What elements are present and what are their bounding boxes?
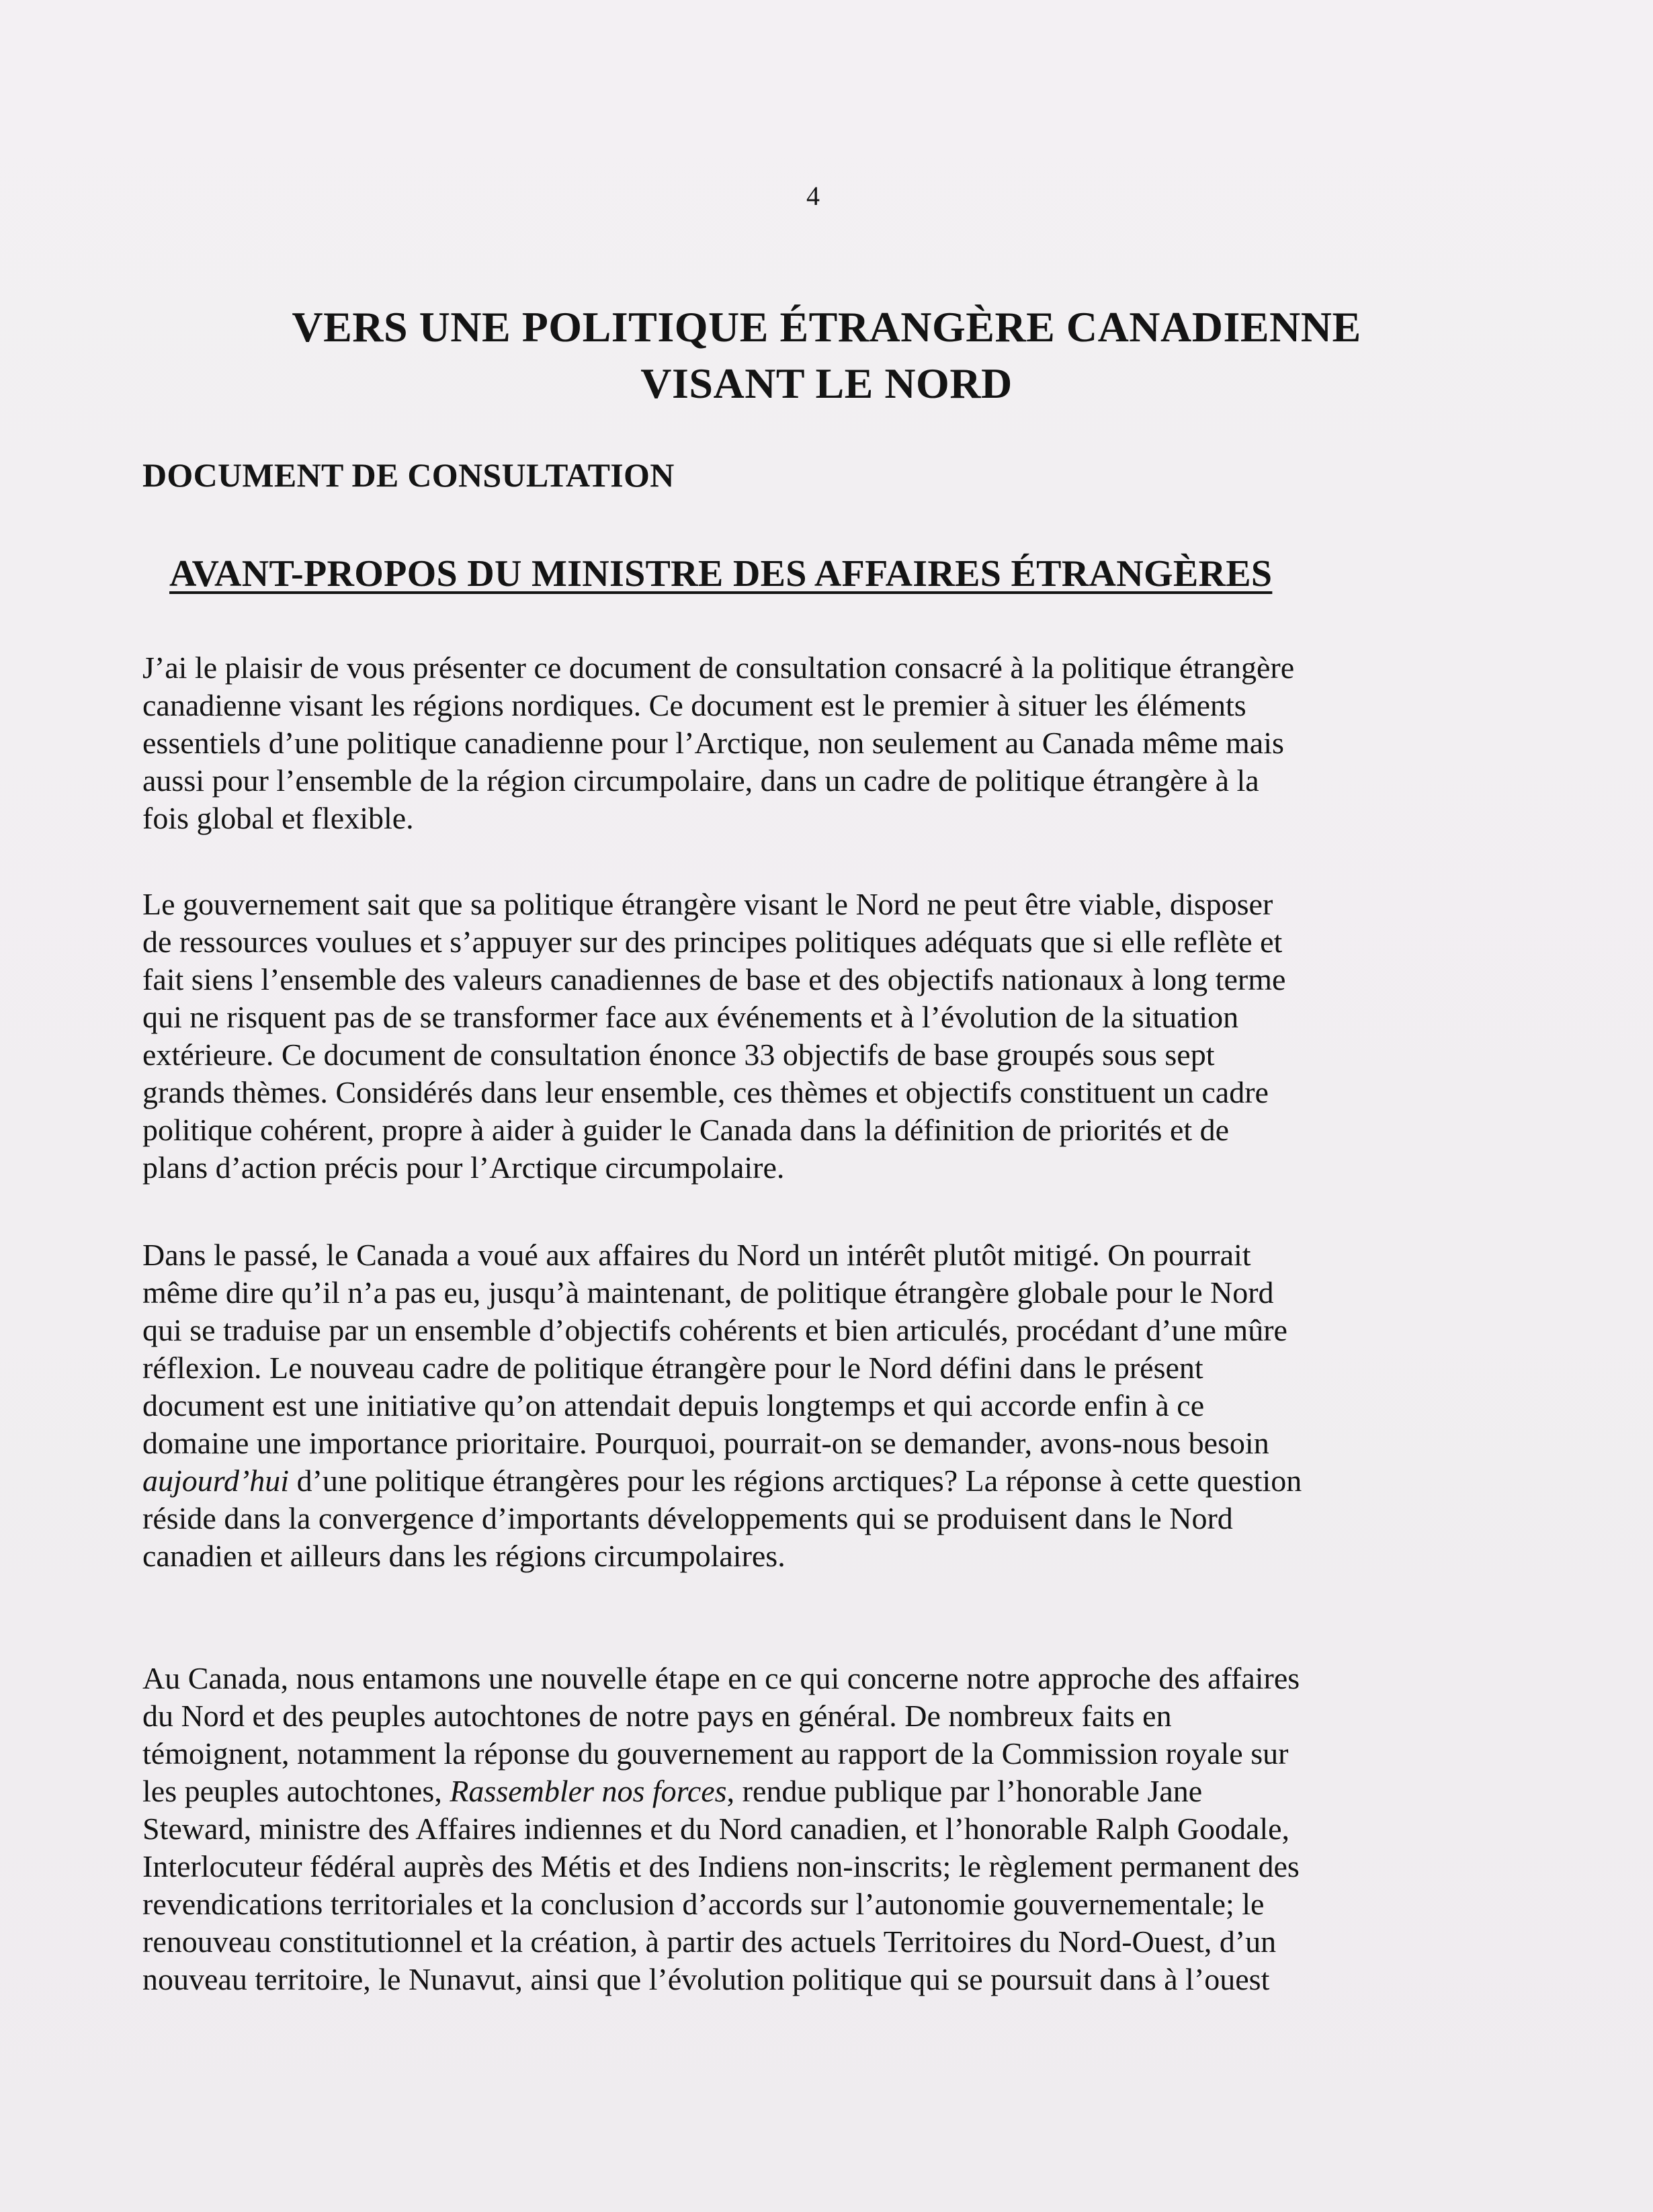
- text-line: qui ne risquent pas de se transformer face aux événements et à l’évolution de la situation: [142, 1000, 1239, 1034]
- text-line: essentiels d’une politique canadienne pour l’Arctique, non seulement au Canada même mais: [142, 726, 1284, 760]
- text-line: J’ai le plaisir de vous présenter ce document de consultation consacré à la politique étrangère: [142, 650, 1295, 685]
- text-line: document est une initiative qu’on attendait depuis longtemps et qui accorde enfin à ce: [142, 1388, 1205, 1422]
- paragraph-1: [142, 649, 1294, 837]
- text-line: réflexion. Le nouveau cadre de politique étrangère pour le Nord défini dans le présent: [142, 1351, 1203, 1385]
- paragraph-3: [142, 1236, 1302, 1575]
- paragraph-4: [142, 1660, 1300, 1998]
- title-line-2: VISANT LE NORD: [640, 359, 1013, 407]
- text-line: Dans le passé, le Canada a voué aux affaires du Nord un intérêt plutôt mitigé. On pourrait: [142, 1238, 1251, 1272]
- document-subtitle: DOCUMENT DE CONSULTATION: [142, 456, 675, 494]
- text-line: Le gouvernement sait que sa politique étrangère visant le Nord ne peut être viable, disposer: [142, 887, 1273, 921]
- text-line: nouveau territoire, le Nunavut, ainsi que l’évolution politique qui se poursuit dans à l’ouest: [142, 1962, 1270, 1996]
- italic-phrase: aujourd’hui: [142, 1463, 290, 1498]
- text-line: témoignent, notamment la réponse du gouvernement au rapport de la Commission royale sur: [142, 1736, 1289, 1771]
- text-line: extérieure. Ce document de consultation énonce 33 objectifs de base groupés sous sept: [142, 1037, 1215, 1072]
- text-line italic-start-line: aujourd’hui d’une politique étrangères pour les régions arctiques? La réponse à cette question: [142, 1463, 1302, 1498]
- text-line: politique cohérent, propre à aider à guider le Canada dans la définition de priorités et de: [142, 1113, 1230, 1147]
- paragraph-2: [142, 886, 1285, 1187]
- document-title: [202, 299, 1451, 412]
- text-line: fois global et flexible.: [142, 801, 414, 835]
- text-line: aussi pour l’ensemble de la région circumpolaire, dans un cadre de politique étrangère à la: [142, 763, 1259, 798]
- text-line: domaine une importance prioritaire. Pourquoi, pourrait-on se demander, avons-nous besoin: [142, 1426, 1269, 1460]
- text-line: qui se traduise par un ensemble d’objectifs cohérents et bien articulés, procédant d’une mûre: [142, 1313, 1287, 1347]
- text-line: grands thèmes. Considérés dans leur ensemble, ces thèmes et objectifs constituent un cadre: [142, 1075, 1269, 1109]
- text-line: Au Canada, nous entamons une nouvelle étape en ce qui concerne notre approche des affaires: [142, 1661, 1300, 1695]
- text-line: Interlocuteur fédéral auprès des Métis et des Indiens non-inscrits; le règlement permanent des: [142, 1849, 1300, 1883]
- text-line: canadienne visant les régions nordiques. Ce document est le premier à situer les éléments: [142, 688, 1246, 722]
- section-heading: AVANT-PROPOS DU MINISTRE DES AFFAIRES ÉTRANGÈRES: [169, 553, 1273, 595]
- text-line: même dire qu’il n’a pas eu, jusqu’à maintenant, de politique étrangère globale pour le Nord: [142, 1275, 1274, 1310]
- text-line italic-phrase-line: les peuples autochtones, Rassembler nos forces, rendue publique par l’honorable Jane: [142, 1774, 1203, 1808]
- text-line: de ressources voulues et s’appuyer sur des principes politiques adéquats que si elle reflète et: [142, 925, 1283, 959]
- text-line: fait siens l’ensemble des valeurs canadiennes de base et des objectifs nationaux à long terme: [142, 962, 1286, 996]
- page-number: 4: [806, 181, 820, 211]
- italic-phrase: Rassembler nos forces: [450, 1774, 727, 1808]
- text-line: réside dans la convergence d’importants développements qui se produisent dans le Nord: [142, 1501, 1233, 1535]
- text-line: renouveau constitutionnel et la création, à partir des actuels Territoires du Nord-Ouest, d’un: [142, 1924, 1277, 1959]
- text-line: Steward, ministre des Affaires indiennes et du Nord canadien, et l’honorable Ralph Goodale,: [142, 1812, 1290, 1846]
- text-line: canadien et ailleurs dans les régions circumpolaires.: [142, 1539, 786, 1573]
- text-line: plans d’action précis pour l’Arctique circumpolaire.: [142, 1150, 785, 1185]
- text-line: du Nord et des peuples autochtones de notre pays en général. De nombreux faits en: [142, 1699, 1172, 1733]
- title-line-1: VERS UNE POLITIQUE ÉTRANGÈRE CANADIENNE: [292, 303, 1361, 351]
- text-line: revendications territoriales et la conclusion d’accords sur l’autonomie gouvernementale; le: [142, 1887, 1265, 1921]
